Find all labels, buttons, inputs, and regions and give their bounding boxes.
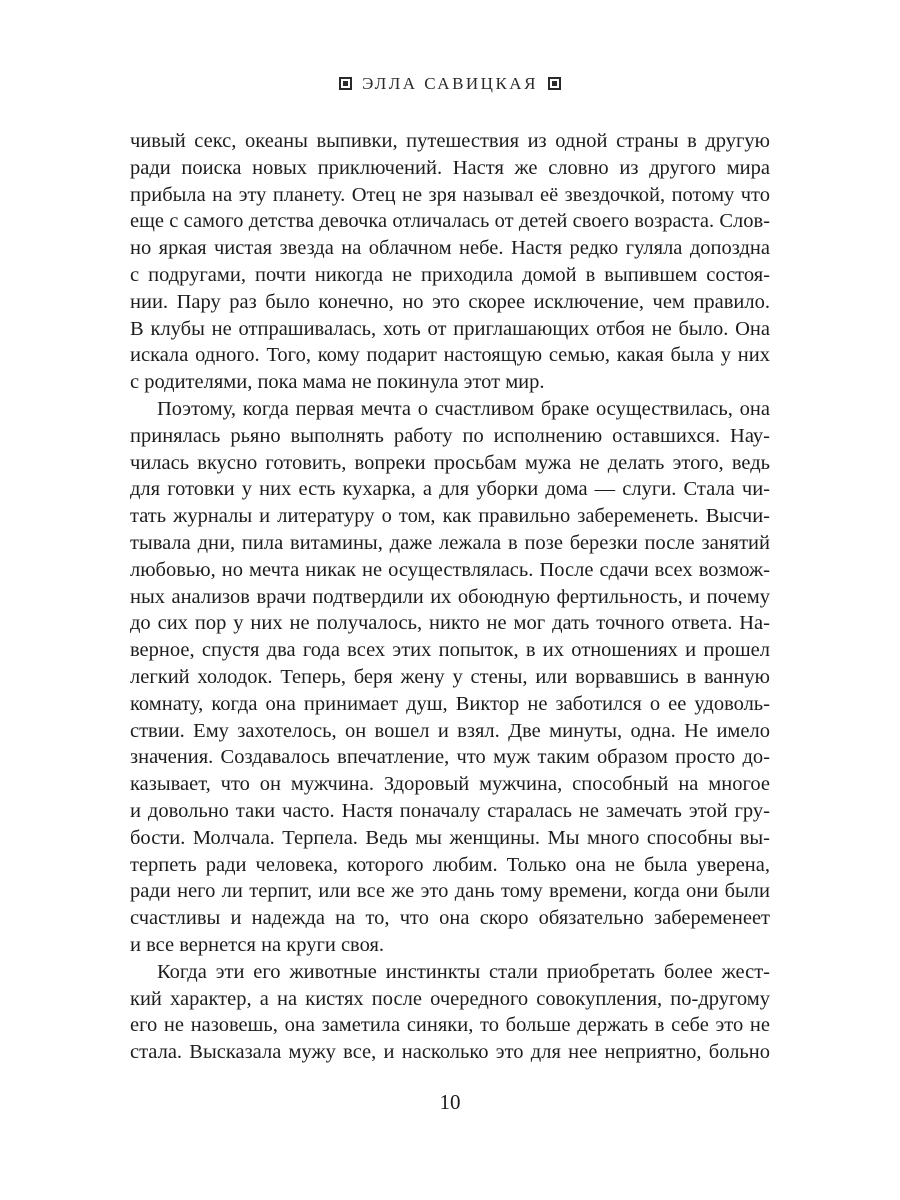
text-line: Когда эти его животные инстинкты стали приобретать более жест- <box>157 960 770 983</box>
square-ornament-icon <box>339 77 352 90</box>
paragraph <box>130 396 770 959</box>
text-line: и довольно таки часто. Настя поначалу старалась не замечать этой гру- <box>130 799 770 822</box>
text-line: принялась рьяно выполнять работу по исполнению оставшихся. Нау- <box>130 424 770 447</box>
text-line: тывала дни, пила витамины, даже лежала в позе березки после занятий <box>130 531 770 554</box>
text-line: с родителями, пока мама не покинула этот мир. <box>130 371 545 394</box>
text-line: для готовки у них есть кухарка, а для уборки дома — слуги. Стала чи- <box>130 478 770 501</box>
text-line: комнату, когда она принимает душ, Виктор не заботился о ее удоволь- <box>130 692 770 715</box>
paragraph <box>130 959 770 1066</box>
text-line: кий характер, а на кистях после очередного совокупления, по-другому <box>130 987 770 1010</box>
text-line: легкий холодок. Теперь, беря жену у стены, или ворвавшись в ванную <box>130 665 770 688</box>
text-line: казывает, что он мужчина. Здоровый мужчина, способный на многое <box>130 773 770 796</box>
text-line: значения. Создавалось впечатление, что муж таким образом просто до- <box>130 746 770 769</box>
text-line: стала. Высказала мужу все, и насколько это для нее неприятно, больно <box>130 1041 770 1064</box>
text-line: и все вернется на круги своя. <box>130 933 385 956</box>
text-line: бости. Молчала. Терпела. Ведь мы женщины. Мы много способны вы- <box>130 826 770 849</box>
text-line: ствии. Ему захотелось, он вошел и взял. Две минуты, одна. Не имело <box>130 719 770 742</box>
text-line: ных анализов врачи подтвердили их обоюдную фертильность, и почему <box>130 585 770 608</box>
text-line: чилась вкусно готовить, вопреки просьбам мужа не делать этого, ведь <box>130 451 770 474</box>
page-body-text <box>130 128 770 1066</box>
text-line: прибыла на эту планету. Отец не зря называл её звездочкой, потому что <box>130 183 770 206</box>
square-ornament-icon <box>548 77 561 90</box>
text-line: верное, спустя два года всех этих попыток, в их отношениях и прошел <box>130 639 770 662</box>
author-name: ЭЛЛА САВИЦКАЯ <box>362 74 538 93</box>
text-line: В клубы не отпрашивалась, хоть от приглашающих отбоя не было. Она <box>130 317 770 340</box>
text-line: до сих пор у них не получалось, никто не мог дать точного ответа. На- <box>130 612 770 635</box>
page-number: 10 <box>439 1090 461 1114</box>
text-line: терпеть ради человека, которого любим. Только она не была уверена, <box>130 853 770 876</box>
text-line: но яркая чистая звезда на облачном небе. Настя редко гуляла допоздна <box>130 237 770 260</box>
text-line: ради поиска новых приключений. Настя же словно из другого мира <box>130 156 770 179</box>
text-line: чивый секс, океаны выпивки, путешествия из одной страны в другую <box>130 130 770 152</box>
text-line: еще с самого детства девочка отличалась от детей своего возраста. Слов- <box>130 210 770 233</box>
paragraph <box>130 128 770 396</box>
text-line: тать журналы и литературу о том, как правильно забеременеть. Высчи- <box>130 505 770 528</box>
text-line: нии. Пару раз было конечно, но это скорее исключение, чем правило. <box>130 290 770 313</box>
text-line: любовью, но мечта никак не осуществлялась. После сдачи всех возмож- <box>130 558 770 581</box>
text-line: Поэтому, когда первая мечта о счастливом браке осуществилась, она <box>157 397 770 420</box>
text-line: искала одного. Того, кому подарит настоящую семью, какая была у них <box>130 344 770 367</box>
running-header <box>0 74 900 94</box>
text-line: с подругами, почти никогда не приходила домой в выпившем состоя- <box>130 263 770 286</box>
text-line: его не назовешь, она заметила синяки, то больше держать в себе это не <box>130 1014 770 1037</box>
text-line: счастливы и надежда на то, что она скоро обязательно забеременеет <box>130 907 770 930</box>
text-line: ради него ли терпит, или все же это дань тому времени, когда они были <box>130 880 770 903</box>
